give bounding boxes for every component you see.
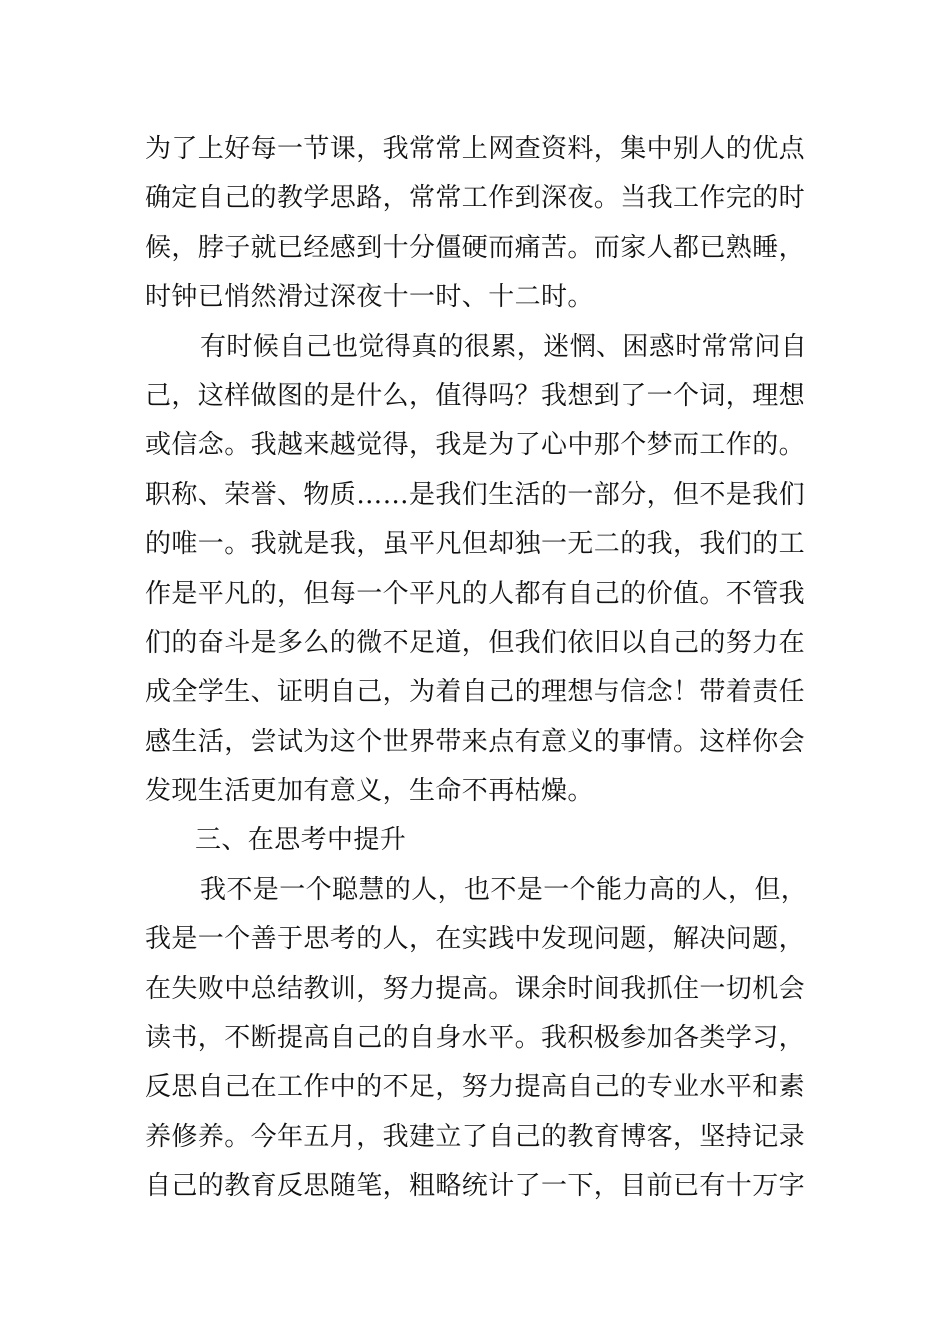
- text-line: 自己的教育反思随笔，粗略统计了一下，目前已有十万字: [145, 1171, 806, 1202]
- section-heading: 三、在思考中提升: [195, 825, 407, 856]
- text-line: 在失败中总结教训，努力提高。课余时间我抓住一切机会: [145, 973, 806, 1004]
- text-line: 职称、荣誉、物质……是我们生活的一部分，但不是我们: [145, 479, 806, 510]
- text-line: 或信念。我越来越觉得，我是为了心中那个梦而工作的。: [145, 430, 806, 461]
- text-line: 候，脖子就已经感到十分僵硬而痛苦。而家人都已熟睡，: [145, 232, 806, 263]
- text-line: 的唯一。我就是我，虽平凡但却独一无二的我，我们的工: [145, 529, 806, 560]
- text-line: 发现生活更加有意义，生命不再枯燥。: [145, 776, 594, 807]
- text-line: 们的奋斗是多么的微不足道，但我们依旧以自己的努力在: [145, 627, 806, 658]
- text-line: 养修养。今年五月，我建立了自己的教育博客，坚持记录: [145, 1121, 806, 1152]
- text-line: 为了上好每一节课，我常常上网查资料，集中别人的优点: [145, 134, 806, 164]
- text-line: 确定自己的教学思路，常常工作到深夜。当我工作完的时: [145, 183, 806, 214]
- paragraph-2: [145, 323, 815, 817]
- text-line: 有时候自己也觉得真的很累，迷惘、困惑时常常问自: [200, 331, 808, 362]
- text-line: 反思自己在工作中的不足，努力提高自己的专业水平和素: [145, 1072, 806, 1103]
- text-line: 成全学生、证明自己，为着自己的理想与信念！带着责任: [145, 677, 806, 708]
- text-line: 我是一个善于思考的人，在实践中发现问题，解决问题，: [145, 924, 806, 955]
- paragraph-1: [145, 125, 815, 323]
- text-line: 己，这样做图的是什么，值得吗？我想到了一个词，理想: [145, 380, 806, 411]
- text-line: 我不是一个聪慧的人，也不是一个能力高的人，但，: [200, 874, 808, 905]
- paragraph-3: [145, 866, 815, 1212]
- text-line: 作是平凡的，但每一个平凡的人都有自己的价值。不管我: [145, 578, 806, 609]
- text-line: 读书，不断提高自己的自身水平。我积极参加各类学习，: [145, 1023, 806, 1054]
- text-line: 时钟已悄然滑过深夜十一时、十二时。: [145, 282, 594, 313]
- text-line: 感生活，尝试为这个世界带来点有意义的事情。这样你会: [145, 726, 806, 757]
- document-body: [145, 125, 815, 1212]
